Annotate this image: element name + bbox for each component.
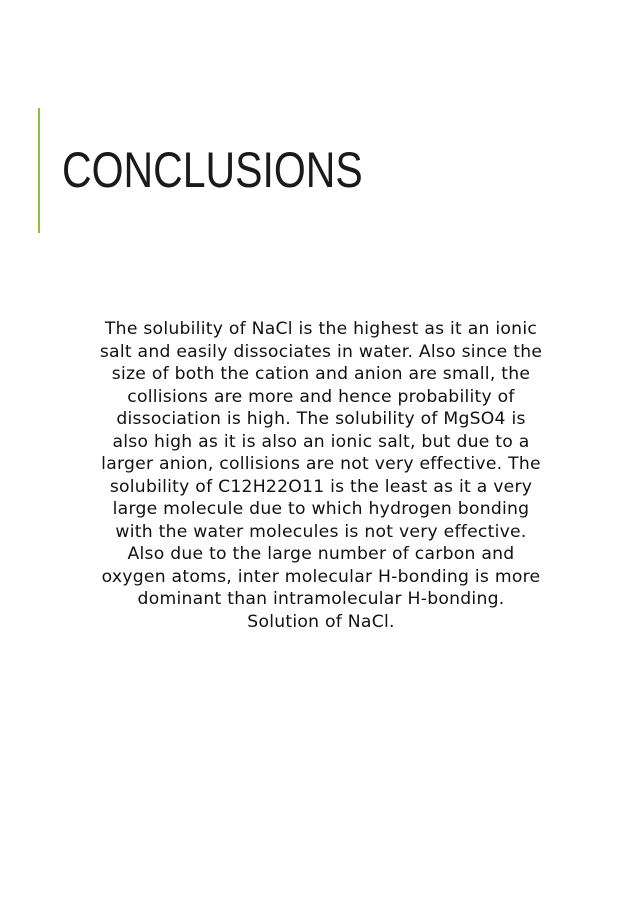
title-accent-bar [38,108,40,233]
paragraph-line: salt and easily dissociates in water. Also since the [99,341,543,362]
paragraph-line: Solution of NaCl. [247,611,395,632]
slide-title: CONCLUSIONS [62,142,363,198]
paragraph-line: Also due to the large number of carbon and [127,544,515,564]
conclusion-paragraph [60,318,582,633]
paragraph-line: size of both the cation and anion are small, the [111,364,531,384]
paragraph-line: solubility of C12H22O11 is the least as it a very [109,476,533,497]
paragraph-line: The solubility of NaCl is the highest as it an ionic [104,319,538,339]
paragraph-line: oxygen atoms, inter molecular H-bonding is more [101,566,541,587]
paragraph-line: dissociation is high. The solubility of MgSO4 is [116,409,526,429]
paragraph-line: collisions are more and hence probability of [127,386,515,407]
paragraph-line: large molecule due to which hydrogen bonding [112,499,530,519]
paragraph-line: dominant than intramolecular H-bonding. [137,589,505,609]
paragraph-line: with the water molecules is not very effective. [115,521,527,542]
paragraph-line: larger anion, collisions are not very effective. The [101,454,541,474]
paragraph-line: also high as it is also an ionic salt, but due to a [112,431,530,452]
